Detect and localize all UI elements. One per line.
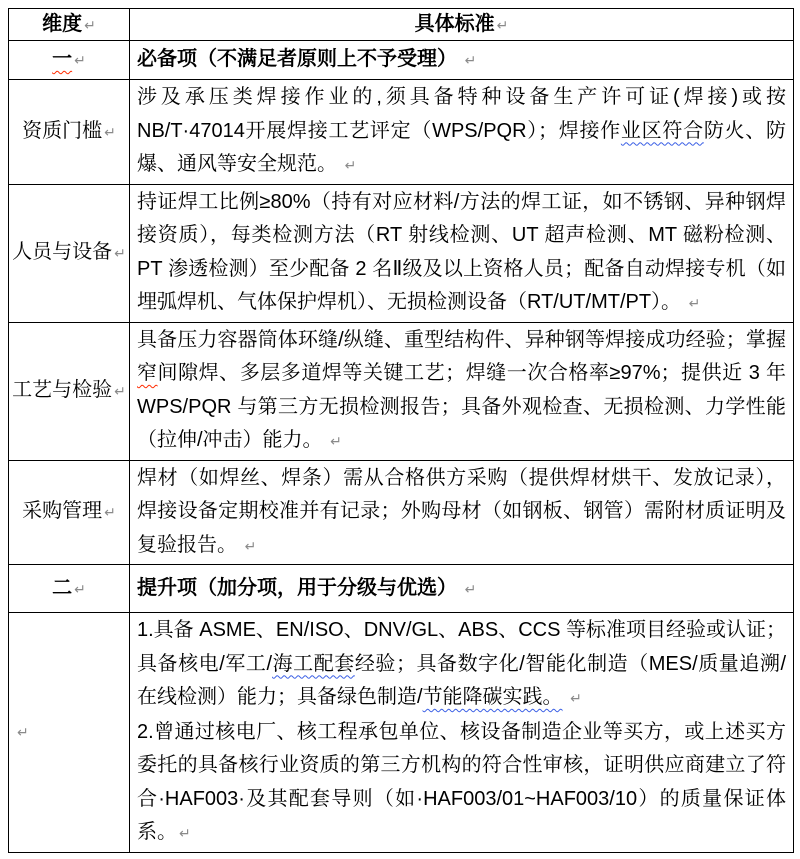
paragraph-mark-icon: ↵ <box>84 16 96 33</box>
cell-standard[interactable] <box>130 80 794 185</box>
text-run <box>563 686 569 708</box>
grammar-blue-text: 海工配套 <box>272 652 355 675</box>
paragraph-mark-icon: ↵ <box>570 690 582 706</box>
cell-standard[interactable] <box>130 322 794 460</box>
text-run: 焊材（如焊丝、焊条）需从合格供方采购（提供焊材烘干、发放记录），焊接设备定期校准并有记录；外购母材（如钢板、钢管）需附材质证明及复验报告。 <box>137 466 786 556</box>
paragraph-mark-icon: ↵ <box>104 123 116 140</box>
cell-standard[interactable] <box>130 460 794 565</box>
table-row <box>9 9 794 41</box>
text-run: 2.曾通过核电厂、核工程承包单位、核设备制造企业等买方，或上述买方委托的具备核行业资质的第三方机构的符合性审核，证明供应商建立了符合·HAF003·及其配套导则（如·HAF003/01~HAF003/10）的质量保证体系。 <box>137 720 786 843</box>
paragraph <box>137 324 786 459</box>
text-run: 涉及承压类焊接作业的,须具备特种设备生产许可证(焊接)或按 NB/T·47014开展焊接工艺评定（WPS/PQR）；焊接作 <box>137 86 786 142</box>
criteria-table <box>8 8 794 853</box>
text-run: 间隙焊、多层多道焊等关键工艺；焊缝一次合格率≥97%；提供近 3 年 WPS/PQR 与第三方无损检测报告；具备外观检查、无损检测、力学性能（拉伸/冲击）能力。 <box>137 362 786 451</box>
text-run: 工艺与检验 <box>12 378 113 401</box>
cell-dimension[interactable] <box>9 460 130 565</box>
paragraph-mark-icon: ↵ <box>496 16 509 33</box>
paragraph <box>137 716 786 851</box>
paragraph-mark-icon: ↵ <box>104 504 116 520</box>
paragraph-mark-icon: ↵ <box>17 724 29 740</box>
paragraph <box>137 11 786 39</box>
text-run: 人员与设备 <box>12 240 113 263</box>
grammar-blue-text: 业区符合 <box>620 119 704 142</box>
cell-standard[interactable] <box>130 565 794 613</box>
paragraph <box>137 614 786 716</box>
cell-dimension[interactable] <box>9 184 130 322</box>
paragraph-mark-icon: ↵ <box>244 537 257 554</box>
paragraph <box>137 462 786 564</box>
text-run: 二 <box>52 577 73 599</box>
text-run: 维度 <box>42 12 83 35</box>
grammar-blue-text: 节能降碳实践。 <box>422 686 563 708</box>
paragraph-mark-icon: ↵ <box>330 433 342 449</box>
text-run: 必备项（不满足者原则上不予受理） <box>137 48 463 70</box>
text-run: 资质门槛 <box>22 119 103 142</box>
spellcheck-red-text: 窄 <box>137 362 158 384</box>
paragraph-mark-icon: ↵ <box>464 52 477 68</box>
cell-standard[interactable] <box>130 9 794 41</box>
paragraph-mark-icon: ↵ <box>114 382 126 399</box>
paragraph <box>137 186 786 321</box>
table-row <box>9 184 794 322</box>
cell-dimension[interactable] <box>9 9 130 41</box>
table-row <box>9 80 794 185</box>
text-run: 持证焊工比例≥80%（持有对应材料/方法的焊工证，如不锈钢、异种钢焊接资质），每类检测方法（RT 射线检测、UT 超声检测、MT 磁粉检测、PT 渗透检测）至少配备 2 名Ⅱ级及以上资格人员；配备自动焊接专机（如埋弧焊机、气体保护焊机）、无损检测设备（RT/UT/MT/PT）。 <box>137 190 786 313</box>
cell-dimension[interactable] <box>9 613 130 853</box>
text-run: 具体标准 <box>414 12 495 35</box>
paragraph-mark-icon: ↵ <box>344 157 357 173</box>
text-run: 采购管理 <box>22 500 103 522</box>
cell-standard[interactable] <box>130 184 794 322</box>
paragraph-mark-icon: ↵ <box>74 52 86 68</box>
paragraph-mark-icon: ↵ <box>464 581 477 597</box>
paragraph <box>137 42 786 78</box>
table-row <box>9 41 794 80</box>
paragraph <box>137 81 786 183</box>
table-row <box>9 460 794 565</box>
cell-standard[interactable] <box>130 41 794 80</box>
table-row <box>9 322 794 460</box>
text-run: 具备压力容器筒体环缝/纵缝、重型结构件、异种钢等焊接成功经验；掌握 <box>137 328 786 351</box>
cell-dimension[interactable] <box>9 322 130 460</box>
paragraph <box>137 566 786 611</box>
table-row <box>9 565 794 613</box>
text-run: 防火、防爆、通风等安全规范。 <box>137 119 786 175</box>
cell-dimension[interactable] <box>9 41 130 80</box>
table-body <box>9 9 794 853</box>
paragraph-mark-icon: ↵ <box>688 295 701 311</box>
cell-standard[interactable] <box>130 613 794 853</box>
paragraph-mark-icon: ↵ <box>74 581 86 597</box>
table-row <box>9 613 794 853</box>
paragraph-mark-icon: ↵ <box>179 825 191 841</box>
text-run: 提升项（加分项，用于分级与优选） <box>137 577 463 599</box>
spellcheck-red-text: 一 <box>52 48 73 70</box>
text-run: 经验；具备数字化/智能化制造（MES/质量追溯/在线检测）能力；具备绿色制造/ <box>137 652 786 708</box>
text-run: 1.具备 ASME、EN/ISO、DNV/GL、ABS、CCS 等标准项目经验或认证；具备核电/军工/ <box>137 619 786 675</box>
cell-dimension[interactable] <box>9 80 130 185</box>
cell-dimension[interactable] <box>9 565 130 613</box>
paragraph-mark-icon: ↵ <box>114 244 126 261</box>
